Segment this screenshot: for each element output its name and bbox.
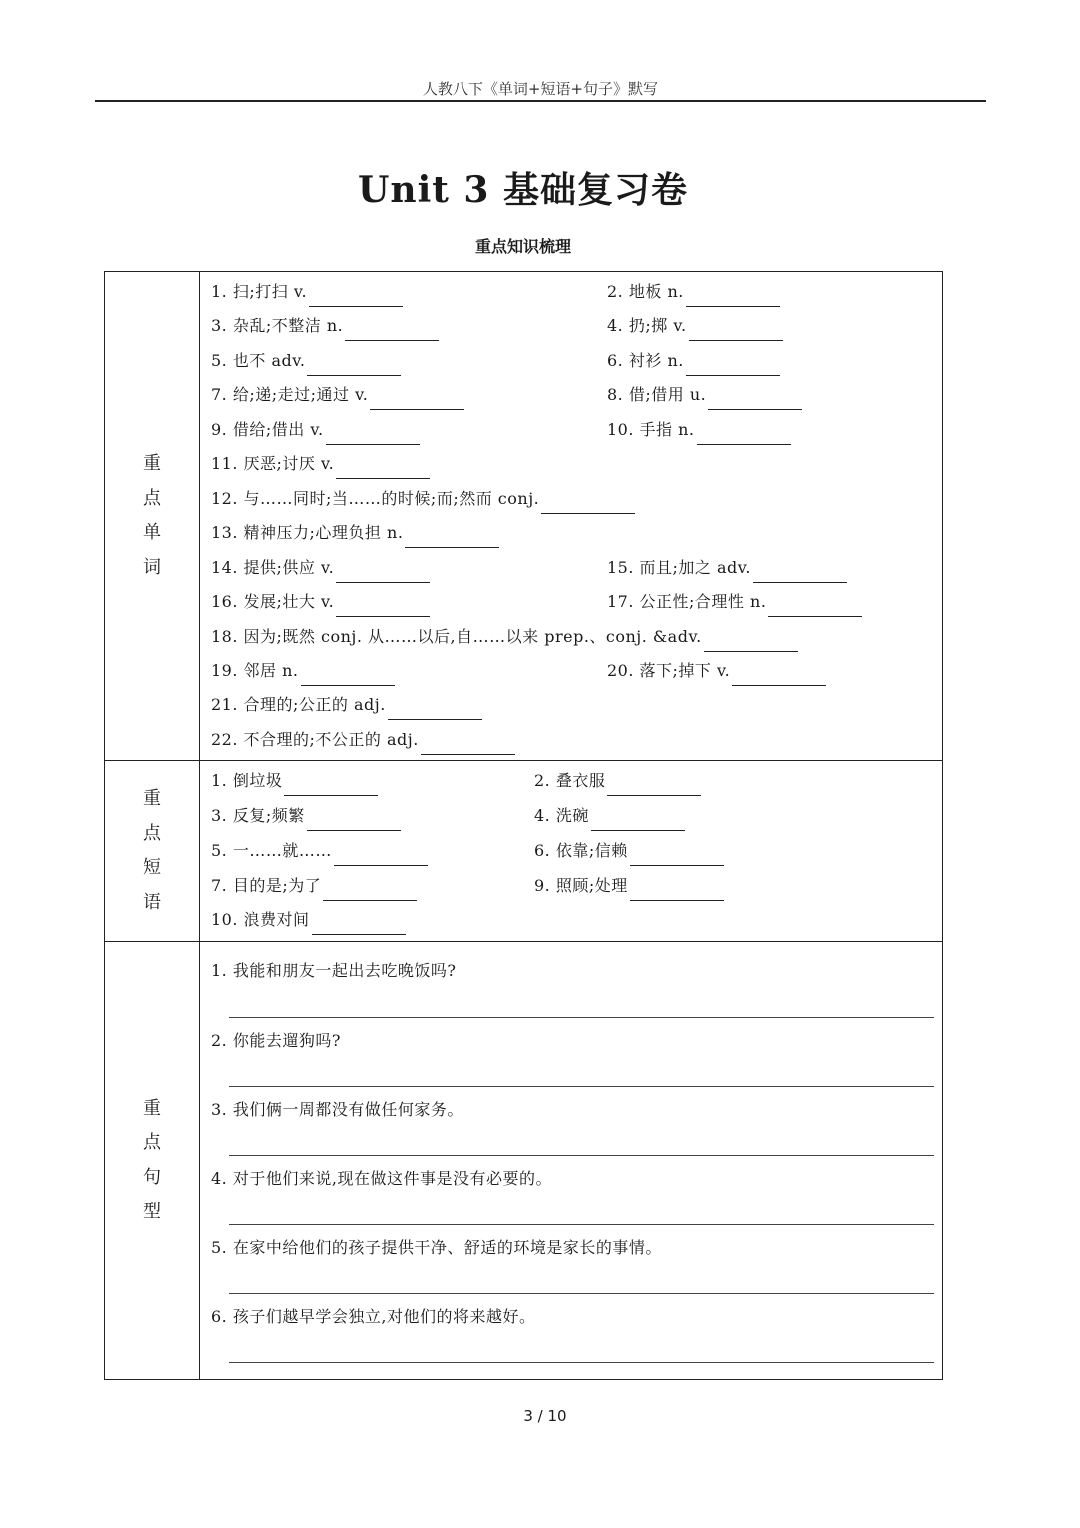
section-key-phrases (105, 760, 942, 941)
section-label-phrases-text: 重点短语 (143, 788, 161, 913)
answer-blank[interactable] (541, 495, 635, 514)
answer-blank[interactable] (630, 882, 724, 901)
word-item: 1. 扫;打扫 v. (211, 277, 403, 307)
word-item: 18. 因为;既然 conj. 从……以后,自……以来 prep.、conj. &adv. (211, 622, 798, 652)
answer-blank[interactable] (370, 391, 464, 410)
page-title: Unit 3 基础复习卷 (358, 169, 688, 211)
answer-blank[interactable] (336, 564, 430, 583)
word-item: 3. 杂乱;不整洁 n. (211, 311, 439, 341)
answer-line[interactable] (229, 1224, 934, 1225)
word-item: 11. 厌恶;讨厌 v. (211, 449, 430, 479)
phrases-body (201, 761, 942, 941)
sentence-prompt: 2. 你能去遛狗吗? (211, 1031, 341, 1050)
word-item: 21. 合理的;公正的 adj. (211, 690, 482, 720)
answer-blank[interactable] (284, 777, 378, 796)
phrase-item: 7. 目的是;为了 (211, 871, 417, 901)
phrase-item: 4. 洗碗 (534, 801, 685, 831)
word-item: 13. 精神压力;心理负担 n. (211, 518, 499, 548)
word-item: 12. 与……同时;当……的时候;而;然而 conj. (211, 484, 635, 514)
review-sheet (104, 271, 943, 1380)
word-item: 17. 公正性;合理性 n. (607, 587, 862, 617)
answer-blank[interactable] (326, 426, 420, 445)
answer-blank[interactable] (689, 322, 783, 341)
sentence-prompt: 3. 我们俩一周都没有做任何家务。 (211, 1100, 464, 1119)
answer-blank[interactable] (591, 812, 685, 831)
answer-blank[interactable] (309, 288, 403, 307)
answer-blank[interactable] (345, 322, 439, 341)
sentences-body (201, 942, 942, 1379)
answer-blank[interactable] (307, 812, 401, 831)
answer-blank[interactable] (697, 426, 791, 445)
phrase-item: 2. 叠衣服 (534, 766, 701, 796)
phrase-item: 1. 倒垃圾 (211, 766, 378, 796)
sentence-prompt: 4. 对于他们来说,现在做这件事是没有必要的。 (211, 1169, 552, 1188)
word-item: 9. 借给;借出 v. (211, 415, 420, 445)
answer-blank[interactable] (732, 667, 826, 686)
answer-blank[interactable] (704, 633, 798, 652)
answer-blank[interactable] (630, 847, 724, 866)
section-key-words (105, 272, 942, 760)
header-rule (95, 100, 986, 102)
answer-blank[interactable] (686, 288, 780, 307)
page-number: 3 / 10 (523, 1407, 567, 1425)
answer-blank[interactable] (334, 847, 428, 866)
word-item: 5. 也不 adv. (211, 346, 401, 376)
phrase-item: 9. 照顾;处理 (534, 871, 724, 901)
answer-blank[interactable] (405, 529, 499, 548)
answer-line[interactable] (229, 1362, 934, 1363)
answer-blank[interactable] (301, 667, 395, 686)
word-item: 7. 给;递;走过;通过 v. (211, 380, 464, 410)
section-key-sentences (105, 941, 942, 1379)
phrase-item: 10. 浪费对间 (211, 905, 406, 935)
answer-blank[interactable] (307, 357, 401, 376)
answer-line[interactable] (229, 1086, 934, 1087)
answer-blank[interactable] (336, 598, 430, 617)
answer-blank[interactable] (753, 564, 847, 583)
section-label-words (105, 272, 200, 760)
answer-line[interactable] (229, 1155, 934, 1156)
phrase-item: 5. 一……就…… (211, 836, 428, 866)
section-label-sentences (105, 942, 200, 1379)
word-item: 20. 落下;掉下 v. (607, 656, 826, 686)
section-label-sentences-text: 重点句型 (143, 1097, 161, 1222)
answer-line[interactable] (229, 1017, 934, 1018)
answer-blank[interactable] (388, 701, 482, 720)
answer-blank[interactable] (312, 916, 406, 935)
page-subtitle: 重点知识梳理 (474, 237, 571, 256)
answer-blank[interactable] (686, 357, 780, 376)
word-item: 15. 而且;加之 adv. (607, 553, 847, 583)
answer-line[interactable] (229, 1293, 934, 1294)
phrase-item: 6. 依靠;信赖 (534, 836, 724, 866)
answer-blank[interactable] (323, 882, 417, 901)
running-header: 人教八下《单词+短语+句子》默写 (422, 80, 659, 98)
word-item: 6. 衬衫 n. (607, 346, 780, 376)
word-item: 2. 地板 n. (607, 277, 780, 307)
word-item: 8. 借;借用 u. (607, 380, 802, 410)
answer-blank[interactable] (607, 777, 701, 796)
word-item: 16. 发展;壮大 v. (211, 587, 430, 617)
word-item: 22. 不合理的;不公正的 adj. (211, 725, 515, 755)
answer-blank[interactable] (336, 460, 430, 479)
answer-blank[interactable] (708, 391, 802, 410)
words-body (201, 272, 942, 760)
answer-blank[interactable] (421, 736, 515, 755)
sentence-prompt: 5. 在家中给他们的孩子提供干净、舒适的环境是家长的事情。 (211, 1238, 662, 1257)
answer-blank[interactable] (768, 598, 862, 617)
phrase-item: 3. 反复;频繁 (211, 801, 401, 831)
sentence-prompt: 6. 孩子们越早学会独立,对他们的将来越好。 (211, 1307, 536, 1326)
section-label-words-text: 重点单词 (143, 453, 161, 578)
word-item: 19. 邻居 n. (211, 656, 395, 686)
word-item: 4. 扔;掷 v. (607, 311, 783, 341)
word-item: 10. 手指 n. (607, 415, 791, 445)
word-item: 14. 提供;供应 v. (211, 553, 430, 583)
section-label-phrases (105, 761, 200, 941)
sentence-prompt: 1. 我能和朋友一起出去吃晚饭吗? (211, 961, 457, 980)
